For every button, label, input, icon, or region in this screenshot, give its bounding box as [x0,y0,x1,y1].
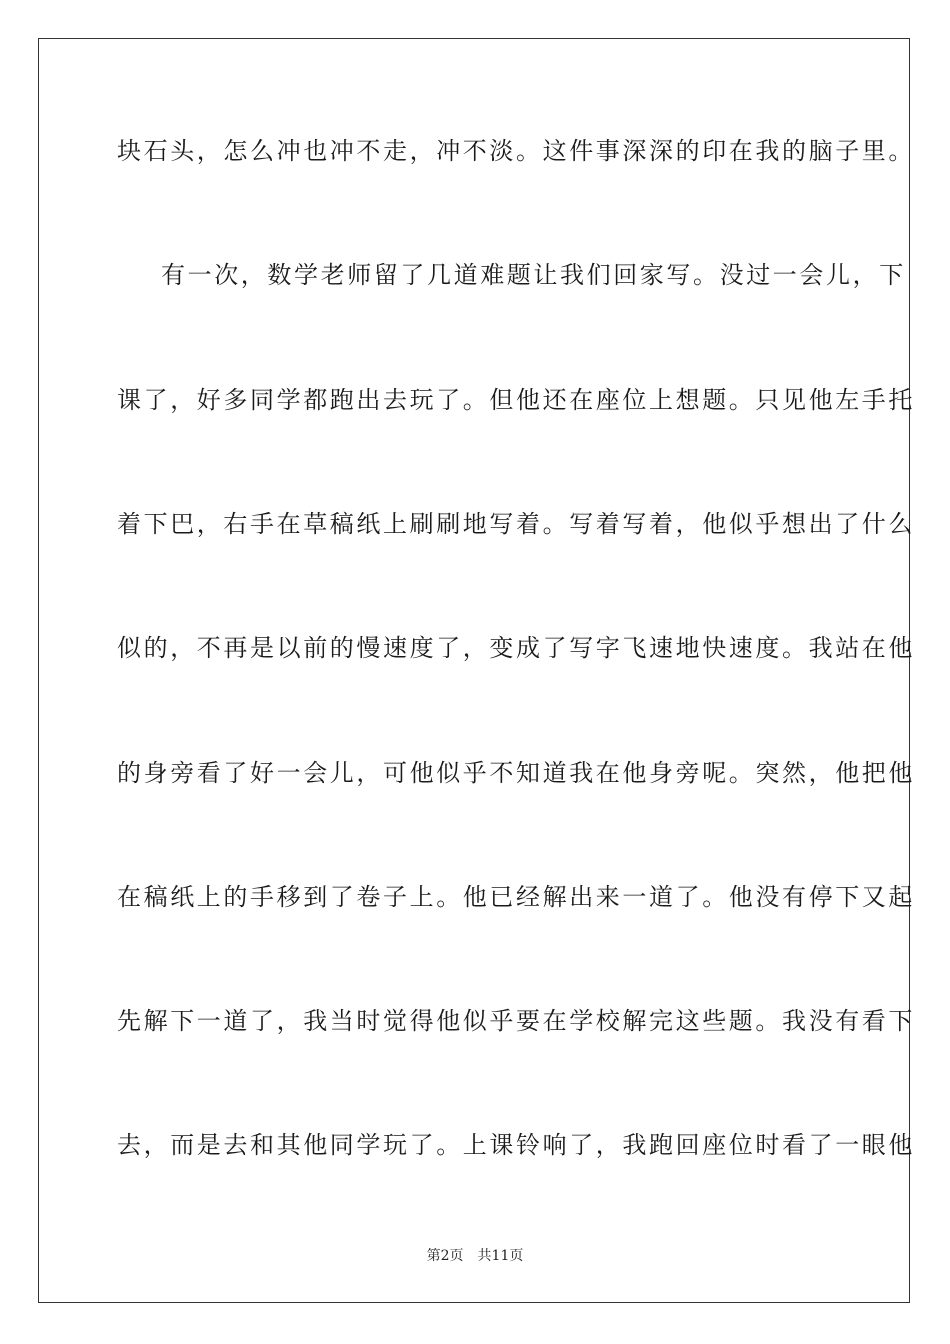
page-total: 共11页 [477,1248,524,1264]
text-line: 有一次，数学老师留了几道难题让我们回家写。没过一会儿，下 [161,261,906,289]
text-line: 课了，好多同学都跑出去玩了。但他还在座位上想题。只见他左手托 [117,386,915,414]
text-line: 先解下一道了，我当时觉得他似乎要在学校解完这些题。我没有看下 [117,1007,915,1035]
text-line: 块石头，怎么冲也冲不走，冲不淡。这件事深深的印在我的脑子里。 [117,137,915,165]
page-footer [0,1246,950,1266]
text-line: 着下巴，右手在草稿纸上刷刷地写着。写着写着，他似乎想出了什么 [117,510,915,538]
text-line: 在稿纸上的手移到了卷子上。他已经解出来一道了。他没有停下又起 [117,883,915,911]
page-border [38,38,915,1303]
text-line: 似的，不再是以前的慢速度了，变成了写字飞速地快速度。我站在他 [117,634,915,662]
page-number: 第2页 [426,1248,464,1264]
text-line: 去，而是去和其他同学玩了。上课铃响了，我跑回座位时看了一眼他 [117,1131,915,1159]
text-line: 的身旁看了好一会儿，可他似乎不知道我在他身旁呢。突然，他把他 [117,759,915,787]
